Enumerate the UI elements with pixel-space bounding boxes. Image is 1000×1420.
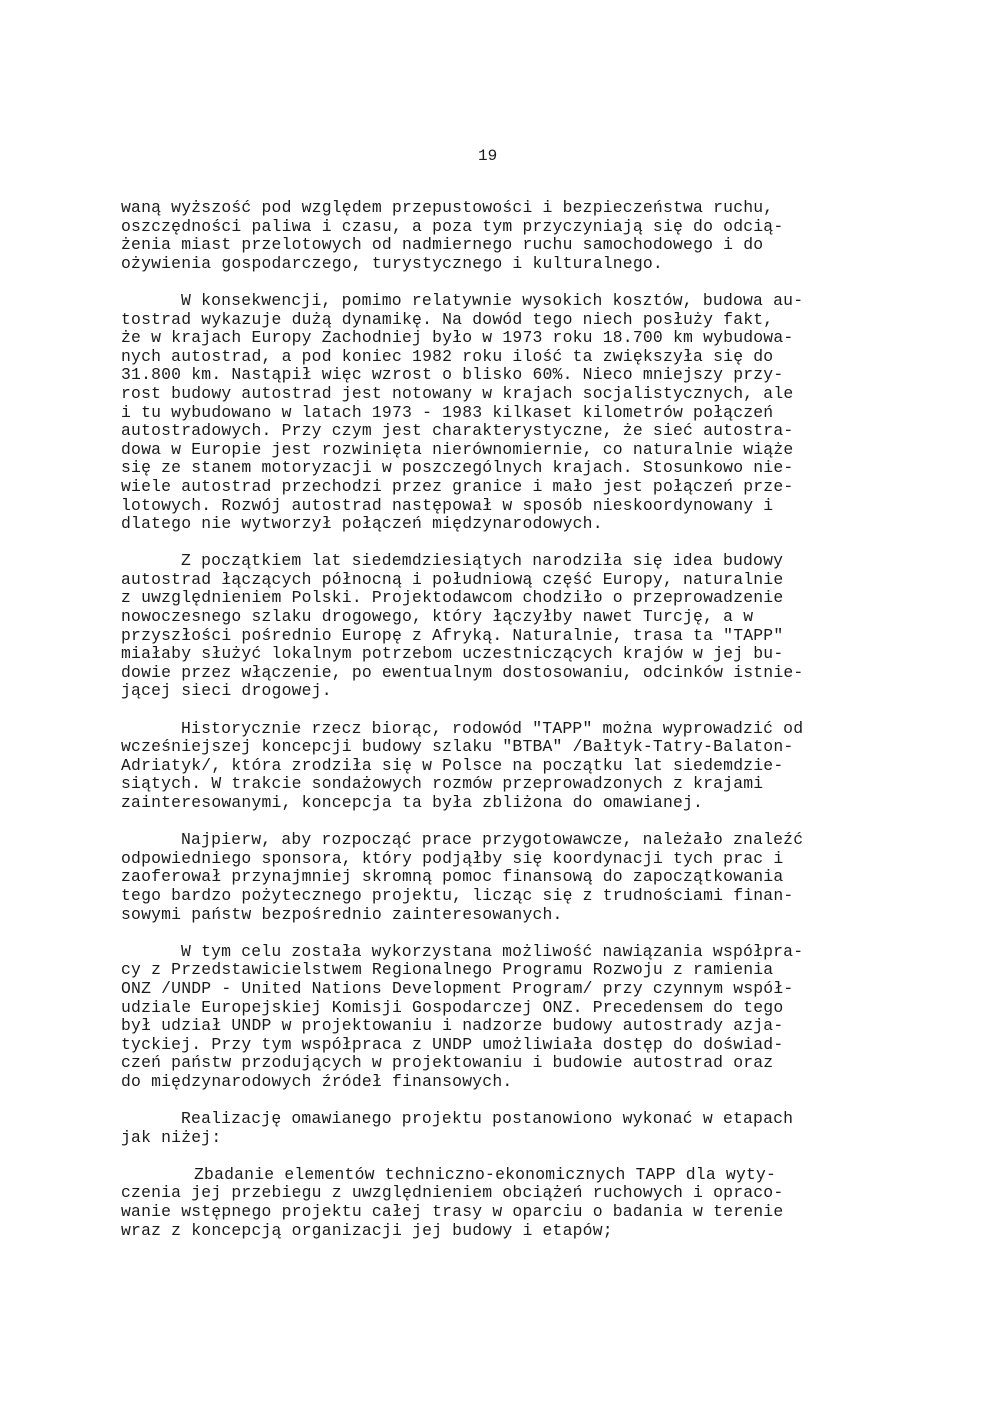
text-line: Z początkiem lat siedemdziesiątych narodziła się idea budowy	[181, 551, 784, 571]
text-line: rost budowy autostrad jest notowany w krajach socjalistycznych, ale	[121, 383, 794, 403]
paragraph-5	[121, 831, 891, 924]
paragraph-7	[121, 1110, 891, 1147]
text-line: sowymi państw bezpośrednio zainteresowanych.	[121, 904, 563, 924]
text-line: oszczędności paliwa i czasu, a poza tym przyczyniają się do odcią-	[121, 216, 784, 236]
text-line: miałaby służyć lokalnym potrzebom uczestniczących krajów w jej bu-	[121, 644, 784, 664]
text-line: do międzynarodowych źródeł finansowych.	[121, 1071, 513, 1091]
text-line: odpowiedniego sponsora, który podjąłby się koordynacji tych prac i	[121, 848, 784, 868]
text-line: Historycznie rzecz biorąc, rodowód "TAPP" można wyprowadzić od	[181, 718, 804, 738]
text-line: wiele autostrad przechodzi przez granice i mało jest połączeń prze-	[121, 476, 794, 496]
text-line: tostrad wykazuje dużą dynamikę. Na dowód tego niech posłuży fakt,	[121, 309, 774, 329]
text-line: zainteresowanymi, koncepcja ta była zbliżona do omawianej.	[121, 793, 704, 812]
text-line: czenia jej przebiegu z uwzględnieniem obciążeń ruchowych i opraco-	[121, 1183, 784, 1203]
text-line: jak niżej:	[121, 1127, 222, 1147]
text-line: zaoferował przynajmniej skromną pomoc finansową do zapoczątkowania	[121, 867, 784, 887]
paragraph-3	[121, 552, 891, 701]
text-line: lotowych. Rozwój autostrad następował w sposób nieskoordynowany i	[121, 495, 774, 515]
text-line: tyckiej. Przy tym współpraca z UNDP umożliwiała dostęp do doświad-	[121, 1034, 784, 1054]
text-line: dlatego nie wytworzył połączeń międzynarodowych.	[121, 514, 603, 534]
paragraph-1	[121, 199, 891, 273]
text-line: dowie przez włączenie, po ewentualnym dostosowaniu, odcinków istnie-	[121, 662, 804, 682]
text-line: autostrad łączących północną i południową część Europy, naturalnie	[121, 569, 784, 589]
text-line: 31.800 km. Nastąpił więc wzrost o blisko 60%. Nieco mniejszy przy-	[121, 365, 784, 385]
text-line: ONZ /UNDP - United Nations Development Program/ przy czynnym współ-	[121, 978, 794, 998]
text-line: z uwzględnieniem Polski. Projektodawcom chodziło o przeprowadzenie	[121, 588, 784, 608]
text-line: Adriatyk/, która zrodziła się w Polsce na początku lat siedemdzie-	[121, 755, 784, 775]
text-line: nych autostrad, a pod koniec 1982 roku ilość ta zwiększyła się do	[121, 346, 774, 366]
text-line: cy z Przedstawicielstwem Regionalnego Programu Rozwoju z ramienia	[121, 960, 774, 980]
paragraph-8	[121, 1166, 891, 1240]
text-line: siątych. W trakcie sondażowych rozmów przeprowadzonych z krajami	[121, 774, 764, 794]
text-line: się ze stanem motoryzacji w poszczególnych krajach. Stosunkowo nie-	[121, 458, 794, 478]
text-line: Najpierw, aby rozpocząć prace przygotowawcze, należało znaleźć	[181, 830, 804, 850]
text-line: Zbadanie elementów techniczno-ekonomicznych TAPP dla wyty-	[194, 1164, 777, 1184]
text-line: żenia miast przelotowych od nadmiernego ruchu samochodowego i do	[121, 235, 764, 255]
body-text	[121, 199, 891, 1259]
text-line: autostradowych. Przy czym jest charakterystyczne, że sieć autostra-	[121, 421, 794, 441]
text-line: wcześniejszej koncepcji budowy szlaku "BTBA" /Bałtyk-Tatry-Balaton-	[121, 737, 794, 757]
text-line: czeń państw przodujących w projektowaniu i budowie autostrad oraz	[121, 1053, 774, 1073]
text-line: W tym celu została wykorzystana możliwość nawiązania współpra-	[181, 941, 804, 961]
paragraph-2	[121, 292, 891, 534]
paragraph-4	[121, 720, 891, 813]
text-line: W konsekwencji, pomimo relatywnie wysokich kosztów, budowa au-	[181, 290, 804, 310]
text-line: tego bardzo pożytecznego projektu, licząc się z trudnościami finan-	[121, 885, 794, 905]
text-line: dowa w Europie jest rozwinięta nierównomiernie, co naturalnie wiąże	[121, 439, 794, 459]
paragraph-6	[121, 943, 891, 1092]
text-line: ożywienia gospodarczego, turystycznego i kulturalnego.	[121, 253, 663, 273]
text-line: był udział UNDP w projektowaniu i nadzorze budowy autostrady azja-	[121, 1016, 784, 1036]
text-line: wraz z koncepcją organizacji jej budowy i etapów;	[121, 1220, 613, 1240]
text-line: i tu wybudowano w latach 1973 - 1983 kilkaset kilometrów połączeń	[121, 402, 774, 422]
text-line: Realizację omawianego projektu postanowiono wykonać w etapach	[181, 1109, 794, 1129]
text-line: nowoczesnego szlaku drogowego, który łączyłby nawet Turcję, a w	[121, 607, 754, 627]
text-line: że w krajach Europy Zachodniej było w 1973 roku 18.700 km wybudowa-	[121, 328, 794, 348]
text-line: waną wyższość pod względem przepustowości i bezpieczeństwa ruchu,	[121, 198, 774, 217]
text-line: jącej sieci drogowej.	[121, 681, 332, 701]
text-line: przyszłości pośrednio Europę z Afryką. Naturalnie, trasa ta "TAPP"	[121, 625, 784, 645]
text-line: udziale Europejskiej Komisji Gospodarczej ONZ. Precedensem do tego	[121, 997, 784, 1017]
text-line: wanie wstępnego projektu całej trasy w oparciu o badania w terenie	[121, 1202, 784, 1222]
page-number: 19	[478, 147, 498, 165]
